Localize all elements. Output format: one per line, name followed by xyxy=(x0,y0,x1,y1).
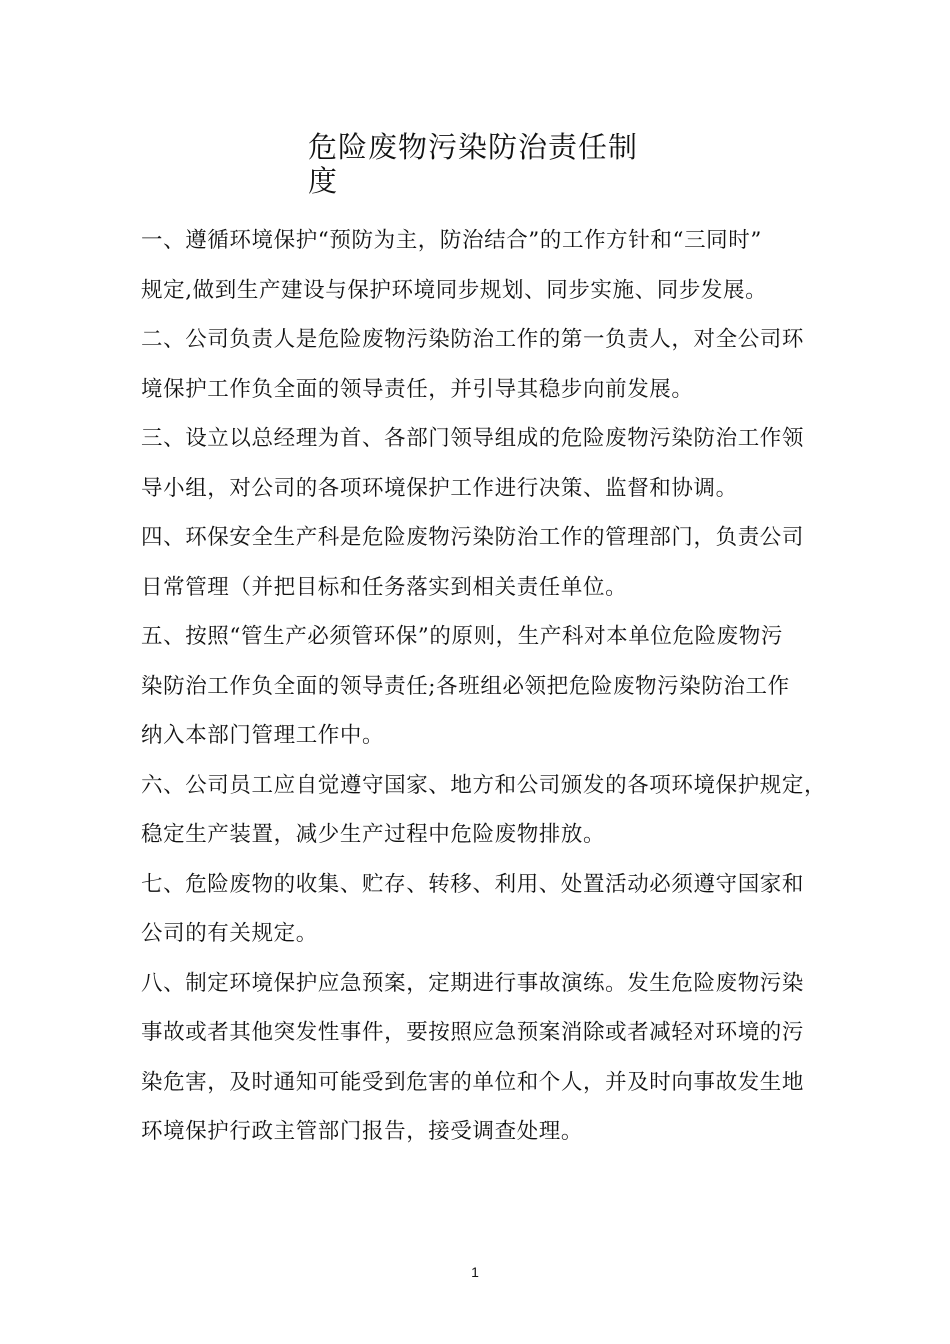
body-line: 五、按照“管生产必须管环保”的原则，生产科对本单位危险废物污 xyxy=(141,624,783,649)
body-line: 一、遵循环境保护“预防为主，防治结合”的工作方针和“三同时” xyxy=(141,228,762,253)
body-line: 公司的有关规定。 xyxy=(141,921,318,946)
body-line: 六、公司员工应自觉遵守国家、地方和公司颁发的各项环境保护规定， xyxy=(141,772,827,798)
body-line: 日常管理（并把目标和任务落实到相关责任单位。 xyxy=(141,574,628,600)
document-body xyxy=(141,216,831,1157)
body-line: 四、环保安全生产科是危险废物污染防治工作的管理部门，负责公司 xyxy=(141,525,805,550)
title-line: 度 xyxy=(308,164,339,198)
document-title xyxy=(308,130,638,198)
body-line: 稳定生产装置，减少生产过程中危险废物排放。 xyxy=(141,822,606,847)
body-line: 二、公司负责人是危险废物污染防治工作的第一负责人，对全公司环 xyxy=(141,327,805,352)
body-line: 环境保护行政主管部门报告，接受调查处理。 xyxy=(141,1119,584,1144)
body-line: 染防治工作负全面的领导责任;各班组必领把危险废物污染防治工作 xyxy=(141,673,790,699)
body-line: 染危害，及时通知可能受到危害的单位和个人，并及时向事故发生地 xyxy=(141,1069,805,1095)
body-line: 境保护工作负全面的领导责任，并引导其稳步向前发展。 xyxy=(141,376,694,402)
body-line: 七、危险废物的收集、贮存、转移、利用、处置活动必须遵守国家和 xyxy=(141,871,805,897)
page-number: 1 xyxy=(471,1264,479,1280)
body-line: 事故或者其他突发性事件，要按照应急预案消除或者减轻对环境的污 xyxy=(141,1020,805,1045)
body-line: 纳入本部门管理工作中。 xyxy=(141,723,385,748)
body-line: 规定,做到生产建设与保护环境同步规划、同步实施、同步发展。 xyxy=(141,277,768,303)
body-line: 导小组，对公司的各项环境保护工作进行决策、监督和协调。 xyxy=(141,475,738,501)
body-line: 八、制定环境保护应急预案，定期进行事故演练。发生危险废物污染 xyxy=(141,970,805,996)
body-line: 三、设立以总经理为首、各部门领导组成的危险废物污染防治工作领 xyxy=(141,426,805,451)
title-line: 危险废物污染防治责任制 xyxy=(308,130,639,164)
